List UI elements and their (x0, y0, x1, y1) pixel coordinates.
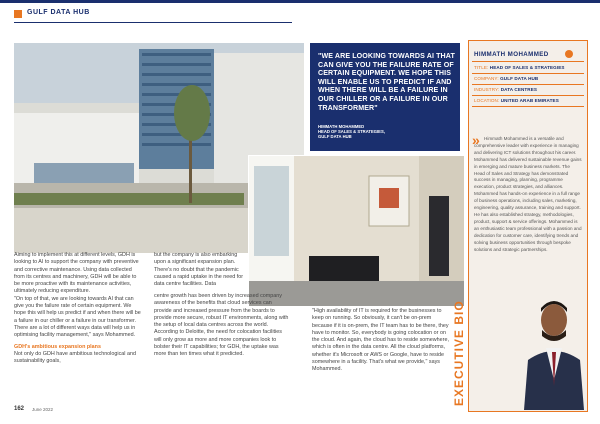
paragraph: centre growth has been driven by increased company awareness of the benefits that cloud services can provide and increased pressure from the boards to provide more secure, robust IT environments, along with the setup of local data centres across the world. (154, 293, 289, 329)
section-title: GULF DATA HUB (27, 9, 90, 16)
paragraph: Not only do GDH have ambitious technological and sustainability goals, (14, 350, 136, 365)
article-column-1 (14, 252, 142, 365)
paragraph: There's no doubt that the pandemic caused a rapid uptake in the need for data centre facilities. Data (154, 266, 244, 288)
bio-divider (472, 95, 584, 96)
bio-text: Himmath Mohammed is a versatile and comprehensive leader with experience in managing and delivering ICT solutions throughout his career. Mohammed has delivered sustainable revenue gains in emerging and mature business markets. The Head of Sales and Strategy has demonstrated success in managing, planning, programme execution, product strategies, and alliances. Mohammed has hands-on experience in a full range of business operations, including sales, marketing, engineering, quality assurance, training and support. He has also established strategy, methodologies, product, support & service offerings. Mohammed is an enthusiastic team professional with a passion and dedication for customer care, identifying trends and solving business opportunities through bespoke solutions and strategic partnerships. (474, 136, 582, 252)
paragraph: "On top of that, we are looking towards AI that can give you the failure rate of certain equipment. We hope this will help us predict if and when there will be a failure in our chiller or a failure in our transformer. There are a lot of different ways data will help us in optimising facility management," says Mohammed. (14, 295, 141, 339)
paragraph: According to Deloitte, the need for colocation facilities will only grow as more and more companies look to bolster their IT capabilities; for GDH, the uptake was more than ten times what it predicted. (154, 329, 282, 358)
section-marker (14, 10, 22, 18)
quote-chevron-icon: » (472, 132, 480, 148)
bio-title-field (474, 65, 565, 70)
bio-industry-value: DATA CENTRES (500, 87, 538, 92)
page-number: 162 (14, 406, 25, 412)
info-icon (565, 50, 573, 58)
bio-divider (472, 61, 584, 62)
bio-divider (472, 84, 584, 85)
pull-quote-text: "WE ARE LOOKING TOWARDS AI THAT CAN GIVE YOU THE FAILURE RATE OF CERTAIN EQUIPMENT. WE HOPE THIS WILL ENABLE US TO PREDICT IF AND WHEN THERE WILL BE A FAILURE IN OUR CHILLER OR A FAILURE IN OUR TRANSFORMER" (318, 52, 455, 112)
bio-company-key: COMPANY: (474, 76, 499, 81)
header-top-bar (0, 0, 600, 3)
pull-quote-name: HIMMATH MOHAMMED (318, 124, 365, 129)
pull-quote-org: GULF DATA HUB (318, 134, 352, 139)
bio-company-value: GULF DATA HUB (500, 76, 539, 81)
data-centre-lobby-photo (248, 155, 465, 307)
executive-bio-label (448, 300, 468, 408)
bio-divider (472, 73, 584, 74)
bio-company-field (474, 76, 538, 81)
bio-industry-field (474, 87, 537, 92)
executive-bio-label-text: EXECUTIVE BIO (452, 300, 466, 406)
paragraph: "High availability of IT is required for the businesses to keep on running. So obviously, it can't be on-prem because if it is on-prem, the IT team has to be there, they have to monitor. So, everybody is going colocation or on the cloud. And again, the cloud has to reside somewhere, which is often in the data centre. All the cloud platforms, whether it's Microsoft or AWS or Google, have to reside somewhere in a facility. That's what we provide," says Mohammed. (312, 308, 449, 373)
bio-title-value: HEAD OF SALES & STRATEGIES (489, 65, 565, 70)
paragraph: Aiming to implement this at different levels, GDH is looking to AI to support the company with preventive and corrective maintenance. Using data collected from its centres and machinery, GDH will be able to be more proactive with its maintenance activities, ultimately reducing expenditure. (14, 252, 139, 295)
header-divider (14, 22, 292, 23)
bio-location-key: LOCATION: (474, 98, 500, 103)
paragraph: but the company is also embarking upon a significant expansion plan. (154, 252, 238, 266)
bio-divider (472, 106, 584, 107)
bio-location-value: UNITED ARAB EMIRATES (500, 98, 559, 103)
bio-title-key: TITLE: (474, 65, 489, 70)
bio-industry-key: INDUSTRY: (474, 87, 500, 92)
bio-name: HIMMATH MOHAMMED (474, 51, 549, 58)
article-column-2 (154, 252, 244, 288)
bio-location-field (474, 98, 559, 103)
pull-quote-role: HEAD OF SALES & STRATEGIES, (318, 129, 385, 134)
section-subhead: GDH's ambitious expansion plans (14, 343, 101, 350)
issue-date: June 2022 (32, 407, 54, 412)
article-column-3 (312, 308, 452, 374)
article-column-2-lower (154, 293, 290, 359)
executive-portrait (522, 290, 586, 410)
